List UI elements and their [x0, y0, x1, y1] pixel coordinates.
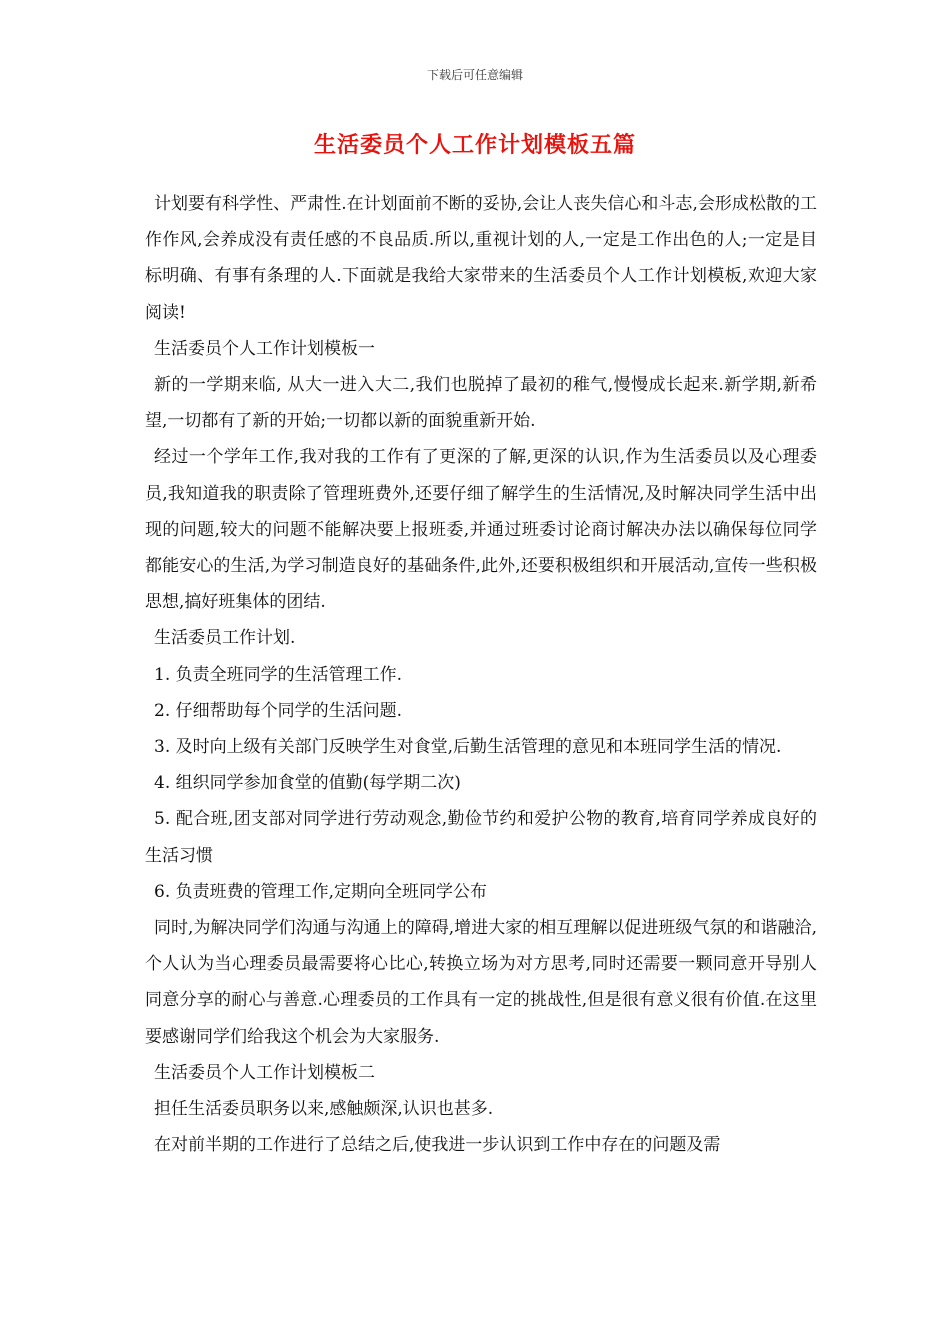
list-item: 5. 配合班,团支部对同学进行劳动观念,勤俭节约和爱护公物的教育,培育同学养成良好的生活习惯: [145, 809, 817, 866]
list-item: 4. 组织同学参加食堂的值勤(每学期二次): [154, 773, 461, 794]
paragraph: 新的一学期来临, 从大一进入大二,我们也脱掉了最初的稚气,慢慢成长起来.新学期,新希望,一切都有了新的开始;一切都以新的面貌重新开始.: [145, 375, 817, 432]
list-item: 1. 负责全班同学的生活管理工作.: [154, 664, 403, 685]
paragraph: 同时,为解决同学们沟通与沟通上的障碍,增进大家的相互理解以促进班级气氛的和谐融洽,个人认为当心理委员最需要将心比心,转换立场为对方思考,同时还需要一颗同意开导别人同意分享的耐心与善意.心理委员的工作具有一定的挑战性,但是很有意义很有价值.在这里要感谢同学们给我这个机会为大家服务.: [145, 918, 817, 1047]
paragraph: 经过一个学年工作,我对我的工作有了更深的了解,更深的认识,作为生活委员以及心理委员,我知道我的职责除了管理班费外,还要仔细了解学生的生活情况,及时解决同学生活中出现的问题,较大的问题不能解决要上报班委,并通过班委讨论商讨解决办法以确保每位同学都能安心的生活,为学习制造良好的基础条件,此外,还要积极组织和开展活动,宣传一些积极思想,搞好班集体的团结.: [145, 447, 817, 613]
paragraph: 在对前半期的工作进行了总结之后,使我进一步认识到工作中存在的问题及需: [154, 1135, 721, 1156]
section-heading: 生活委员个人工作计划模板一: [154, 338, 375, 359]
document-title: 生活委员个人工作计划模板五篇: [313, 132, 636, 158]
list-item: 6. 负责班费的管理工作,定期向全班同学公布: [154, 881, 488, 902]
paragraph: 计划要有科学性、严肃性.在计划面前不断的妥协,会让人丧失信心和斗志,会形成松散的工作作风,会养成没有责任感的不良品质.所以,重视计划的人,一定是工作出色的人;一定是目标明确、有事有条理的人.下面就是我给大家带来的生活委员个人工作计划模板,欢迎大家阅读!: [145, 194, 817, 323]
document-body: [145, 186, 817, 1163]
page-header-note: 下载后可任意编辑: [426, 68, 523, 82]
section-heading: 生活委员个人工作计划模板二: [154, 1062, 375, 1083]
paragraph: 担任生活委员职务以来,感触颇深,认识也甚多.: [154, 1099, 494, 1120]
list-item: 2. 仔细帮助每个同学的生活问题.: [154, 700, 403, 721]
subsection-heading: 生活委员工作计划.: [154, 628, 296, 649]
list-item: 3. 及时向上级有关部门反映学生对食堂,后勤生活管理的意见和本班同学生活的情况.: [154, 737, 782, 758]
